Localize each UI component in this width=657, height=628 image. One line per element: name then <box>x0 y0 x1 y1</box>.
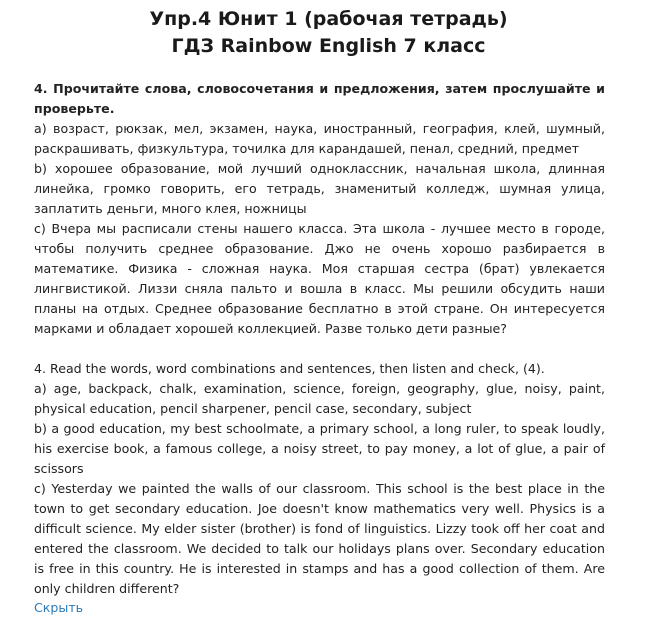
page-title <box>0 6 657 60</box>
task-heading-ru: 4. Прочитайте слова, словосочетания и предложения, затем прослушайте и проверьте. <box>34 81 605 116</box>
answer-text <box>34 79 605 599</box>
section-b-en: b) a good education, my best schoolmate, a primary school, a long ruler, to speak loudly, his exercise book, a famous college, a noisy street, to pay money, a lot of glue, a pair of scissors <box>34 421 605 476</box>
task-heading-en: 4. Read the words, word combinations and sentences, then listen and check, (4). <box>34 361 545 376</box>
title-line-1: Упр.4 Юнит 1 (рабочая тетрадь) <box>149 8 508 30</box>
section-a-ru: а) возраст, рюкзак, мел, экзамен, наука, иностранный, география, клей, шумный, раскрашивать, физкультура, точилка для карандашей, пенал, средний, предмет <box>34 121 605 156</box>
section-c-en: c) Yesterday we painted the walls of our classroom. This school is the best place in the town to get secondary education. Joe doesn't know mathematics very well. Physics is a difficult science. My elder sister (brother) is fond of linguistics. Lizzy took off her coat and entered the classroom. We decided to talk our holidays plans over. Secondary education is free in this country. He is interested in stamps and has a good collection of them. Are only children different? <box>34 481 605 596</box>
title-line-2: ГДЗ Rainbow English 7 класс <box>171 35 486 57</box>
section-b-ru: b) хорошее образование, мой лучший одноклассник, начальная школа, длинная линейка, громко говорить, его тетрадь, знаменитый колледж, шумная улица, заплатить деньги, много клея, ножницы <box>34 161 605 216</box>
section-a-en: a) age, backpack, chalk, examination, science, foreign, geography, glue, noisy, paint, physical education, pencil sharpener, pencil case, secondary, subject <box>34 381 605 416</box>
spacer <box>34 339 605 359</box>
section-c-ru: c) Вчера мы расписали стены нашего класса. Эта школа - лучшее место в городе, чтобы получить среднее образование. Джо не очень хорошо разбирается в математике. Физика - сложная наука. Моя старшая сестра (брат) увлекается лингвистикой. Лиззи сняла пальто и вошла в класс. Мы решили обсудить наши планы на отдых. Среднее образование бесплатно в этой стране. Он интересуется марками и обладает хорошей коллекцией. Разве только дети разные? <box>34 221 605 336</box>
hide-link[interactable]: Скрыть <box>34 600 84 615</box>
